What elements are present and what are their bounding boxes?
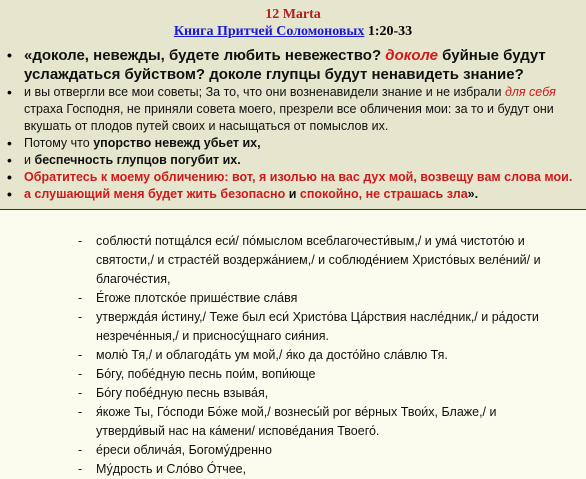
verse-item <box>0 169 586 186</box>
verse-emphasis: доколе <box>385 47 438 64</box>
hymn-line: - Бо́гу, побе́дную песнь пои́м, вопи́юще <box>78 365 558 384</box>
scripture-passage <box>0 42 586 210</box>
verse-text: и вы отвергли все мои советы; За то, что они возненавидели знание и не избрали <box>24 85 502 99</box>
book-link[interactable]: Книга Притчей Соломоновых <box>173 24 365 39</box>
verse-emphasis: упорство невежд убьет их, <box>93 136 261 150</box>
hymn-line: - Му́дрость и Сло́во О́тчее, <box>78 460 558 479</box>
verse-item <box>0 46 586 84</box>
reading-date: 12 Marta <box>265 7 321 22</box>
hymn-line: - молю́ Тя,/ и облагода́ть ум мой,/ я́ко да досто́йно сла́влю Тя. <box>78 346 558 365</box>
verse-text: и <box>288 187 297 201</box>
hymn-list <box>78 232 558 479</box>
verse-item <box>0 186 586 203</box>
verse-item <box>0 152 586 169</box>
hymn-line: - е́реси облича́я, Богому́дренно <box>78 441 558 460</box>
verse-text: Обратитесь к моему обличению: вот, я изолью на вас дух мой, возвещу вам слова мои. <box>24 170 573 184</box>
verse-emphasis: спокойно, не страшась зла <box>299 187 468 201</box>
hymn-line: - я́коже Ты, Го́споди Бо́же мой,/ вознесы́й рог ве́рных Твои́х, Блаже,/ и утверди́вый нас на ка́мени/ испове́дания Твоего́. <box>78 403 558 441</box>
verse-text: и <box>24 153 31 167</box>
scripture-reference <box>0 23 586 40</box>
hymn-line: - утвержда́я и́стину,/ Теже был еси́ Христо́ва Ца́рствия насле́дник,/ и ра́дости незрече́нныя,/ и присносу́щнаго сия́ния. <box>78 308 558 346</box>
verse-item <box>0 135 586 152</box>
hymn-line: - соблюсти́ потща́лся еси́/ по́мыслом всеблагочести́вым,/ и ума́ чистото́ю и святости,/ и страсте́й воздержа́нием,/ и соблюде́нием Христо́вых веле́ний/ и благоче́стия, <box>78 232 558 289</box>
verse-emphasis: для себя <box>504 85 556 99</box>
verse-range: 1:20-33 <box>367 24 413 39</box>
hymn-line: - Е́гоже плотско́е прише́ствие сла́вя <box>78 289 558 308</box>
verse-text: «доколе, невежды, будете любить невежество? <box>24 47 382 64</box>
hymn-line: - Бо́гу побе́дную песнь взыва́я, <box>78 384 558 403</box>
verse-item <box>0 84 586 135</box>
verse-text: страха Господня, не приняли совета моего, презрели все обличения мои: за то и будут они вкушать от плодов путей своих и насыщаться от помыслов их. <box>24 102 554 133</box>
verse-text: буйные будут услаждаться буйством? доколе глупцы будут ненавидеть знание? <box>24 47 546 83</box>
verse-emphasis: беспечность глупцов погубит их. <box>34 153 241 167</box>
verse-emphasis: а слушающий меня будет жить безопасно <box>24 187 286 201</box>
reading-header <box>0 0 586 42</box>
verse-text: Потому что <box>24 136 90 150</box>
verse-text: ». <box>467 187 479 201</box>
